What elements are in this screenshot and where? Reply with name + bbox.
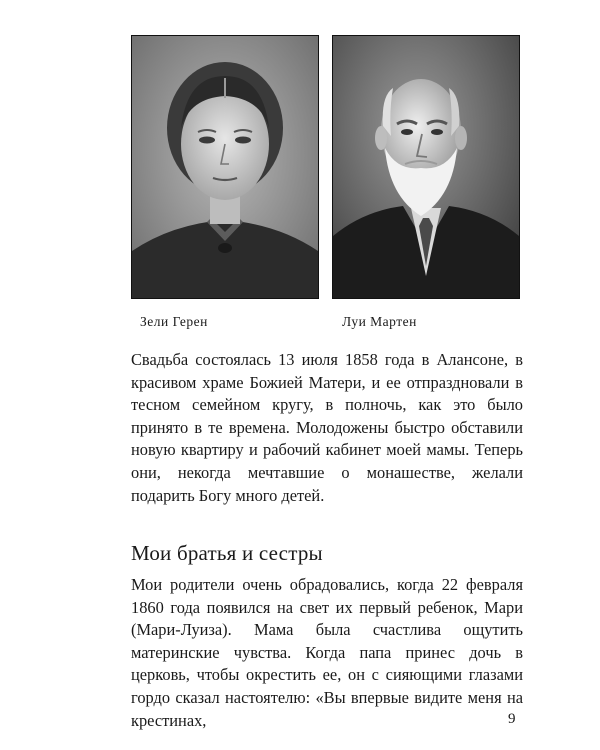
portrait-woman-image <box>132 36 318 298</box>
caption-right: Луи Мартен <box>342 314 417 329</box>
portrait-louis-martin <box>332 35 520 299</box>
portrait-man-image <box>333 36 519 298</box>
caption-left: Зели Герен <box>140 314 208 329</box>
section-heading: Мои братья и сестры <box>131 541 323 565</box>
portrait-zelie-guerin <box>131 35 319 299</box>
paragraph-wedding: Свадьба состоялась 13 июля 1858 года в Алансоне, в красивом храме Божией Матери, и ее отпраздновали в тесном семейном кругу, в полночь, как это было принято в те времена. Молодожены быстро обставили новую квартиру и рабочий кабинет моей мамы. Теперь они, некогда мечтавшие о монашестве, желали подарить Богу много детей. <box>131 350 523 505</box>
paragraph-first-child: Мои родители очень обрадовались, когда 22 февраля 1860 года появился на свет их первый ребенок, Мари (Мари-Луиза). Мама была счастлива ощутить материнские чувства. Когда папа принес дочь в церковь, чтобы окрестить ее, он с сияющими глазами гордо сказал настоятелю: «Вы впервые видите меня на крестинах, <box>131 575 523 730</box>
page-number: 9 <box>508 711 516 727</box>
